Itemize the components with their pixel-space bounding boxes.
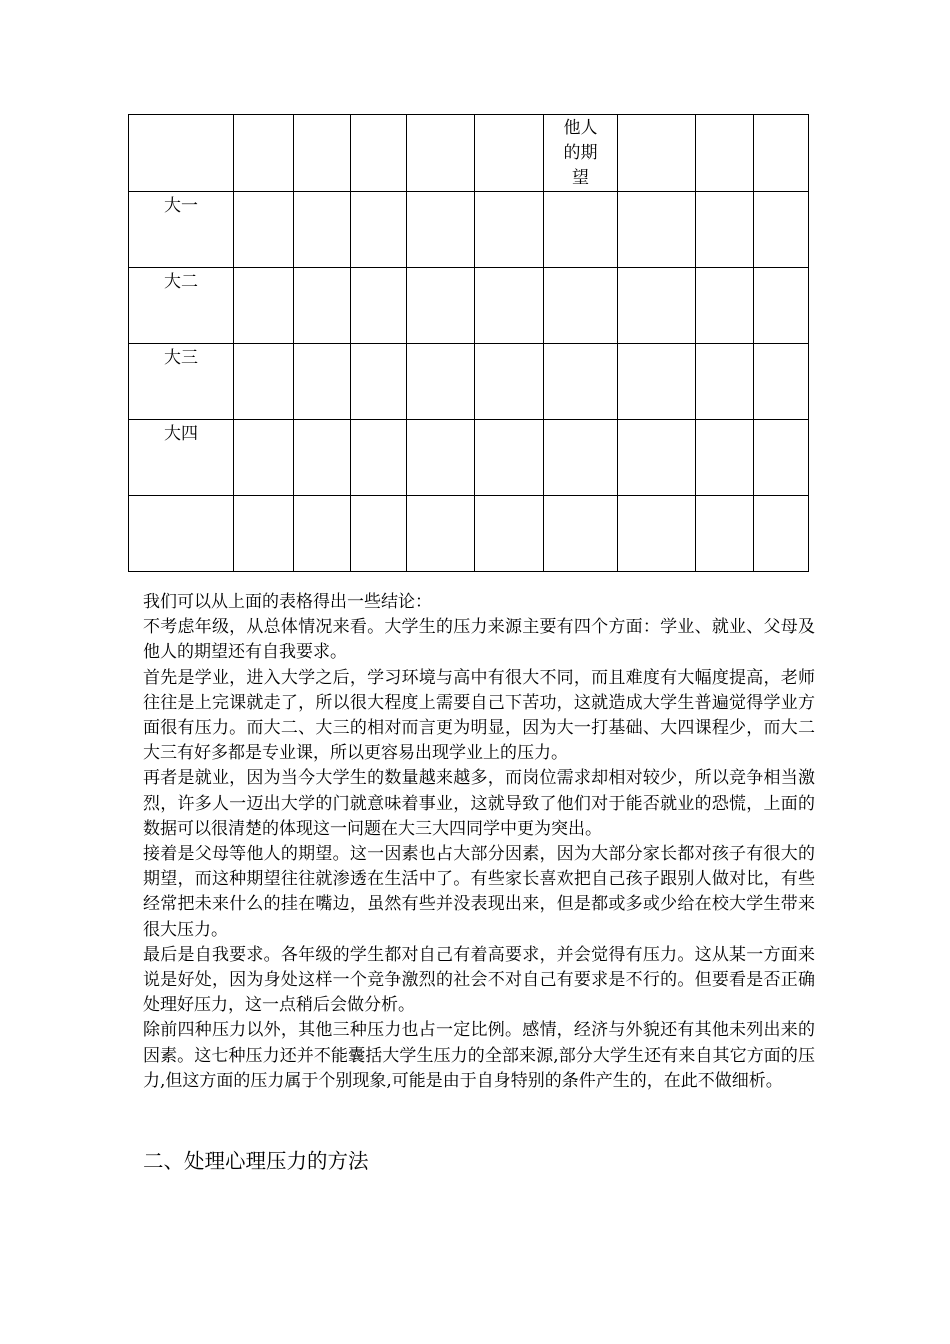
table-cell — [294, 115, 351, 192]
table-cell — [407, 344, 475, 420]
table-cell — [351, 496, 407, 572]
table-cell — [475, 496, 544, 572]
section-heading: 二、处理心理压力的方法 — [143, 1149, 369, 1173]
table-cell — [754, 115, 809, 192]
conclusion-overview: 不考虑年级，从总体情况来看。大学生的压力来源主要有四个方面：学业、就业、父母及他人的期望还有自我要求。 — [143, 617, 815, 663]
table-cell — [234, 344, 294, 420]
table-cell — [234, 420, 294, 496]
row-label-junior: 大三 — [129, 344, 234, 420]
table-cell — [754, 344, 809, 420]
row-label-sophomore: 大二 — [129, 268, 234, 344]
table-cell — [475, 420, 544, 496]
table-cell — [696, 268, 754, 344]
table-cell — [234, 115, 294, 192]
row-label-senior: 大四 — [129, 420, 234, 496]
table-cell — [129, 496, 234, 572]
conclusion-self-requirement: 最后是自我要求。各年级的学生都对自己有着高要求，并会觉得有压力。这从某一方面来说是好处，因为身处这样一个竞争激烈的社会不对自己有要求是不行的。但要看是否正确处理好压力，这一点稍后会做分析。 — [143, 944, 815, 1016]
table-cell — [294, 344, 351, 420]
table-cell — [618, 496, 696, 572]
table-cell — [696, 115, 754, 192]
table-cell — [544, 192, 618, 268]
table-cell — [234, 268, 294, 344]
table-row — [129, 268, 809, 344]
table-cell — [351, 115, 407, 192]
conclusions-text — [143, 590, 815, 1094]
stress-survey-table — [128, 114, 809, 572]
table-cell — [294, 496, 351, 572]
table-cell — [754, 192, 809, 268]
table-cell — [294, 192, 351, 268]
table-cell — [129, 115, 234, 192]
header-cell-others-expectation — [544, 115, 618, 192]
table-cell — [618, 344, 696, 420]
table-cell — [475, 268, 544, 344]
table-cell — [618, 192, 696, 268]
table-cell — [351, 268, 407, 344]
table-cell — [407, 420, 475, 496]
table-cell — [618, 115, 696, 192]
table-cell — [754, 496, 809, 572]
table-cell — [407, 192, 475, 268]
conclusion-intro: 我们可以从上面的表格得出一些结论： — [143, 592, 432, 612]
table-cell — [618, 420, 696, 496]
table-cell — [544, 496, 618, 572]
table-cell — [696, 344, 754, 420]
table-cell — [754, 420, 809, 496]
table-cell — [407, 268, 475, 344]
table-cell — [294, 268, 351, 344]
conclusion-academics: 首先是学业，进入大学之后，学习环境与高中有很大不同，而且难度有大幅度提高，老师往往是上完课就走了，所以很大程度上需要自己下苦功，这就造成大学生普遍觉得学业方面很有压力。而大二、大三的相对而言更为明显，因为大一打基础、大四课程少，而大二大三有好多都是专业课，所以更容易出现学业上的压力。 — [143, 667, 815, 764]
table-cell — [618, 268, 696, 344]
table-cell — [407, 496, 475, 572]
table-cell — [407, 115, 475, 192]
table-cell — [234, 192, 294, 268]
table-row — [129, 192, 809, 268]
table-cell — [544, 420, 618, 496]
table-cell — [544, 344, 618, 420]
table-cell — [475, 192, 544, 268]
table-cell — [475, 344, 544, 420]
table-cell — [294, 420, 351, 496]
table-header-row — [129, 115, 809, 192]
table-cell — [475, 115, 544, 192]
table-cell — [544, 268, 618, 344]
table-cell — [754, 268, 809, 344]
table-row — [129, 344, 809, 420]
table-cell — [234, 496, 294, 572]
table-cell — [351, 344, 407, 420]
header-label: 他人的期望 — [563, 118, 598, 188]
row-label-freshman: 大一 — [129, 192, 234, 268]
table-row — [129, 420, 809, 496]
table-cell — [696, 420, 754, 496]
conclusion-expectations: 接着是父母等他人的期望。这一因素也占大部分因素，因为大部分家长都对孩子有很大的期望，而这种期望往往就渗透在生活中了。有些家长喜欢把自己孩子跟别人做对比，有些经常把未来什么的挂在嘴边，虽然有些并没表现出来，但是都或多或少给在校大学生带来很大压力。 — [143, 844, 815, 940]
table-cell — [351, 420, 407, 496]
table-cell — [696, 192, 754, 268]
conclusion-other-factors: 除前四种压力以外，其他三种压力也占一定比例。感情，经济与外貌还有其他未列出来的因素。这七种压力还并不能囊括大学生压力的全部来源,部分大学生还有来自其它方面的压力,但这方面的压力属于个别现象,可能是由于自身特别的条件产生的，在此不做细析。 — [143, 1020, 815, 1091]
table-cell — [696, 496, 754, 572]
table-cell — [351, 192, 407, 268]
table-row — [129, 496, 809, 572]
conclusion-employment: 再者是就业，因为当今大学生的数量越来越多，而岗位需求却相对较少，所以竞争相当激烈，许多人一迈出大学的门就意味着事业，这就导致了他们对于能否就业的恐慌，上面的数据可以很清楚的体现这一问题在大三大四同学中更为突出。 — [143, 768, 815, 839]
